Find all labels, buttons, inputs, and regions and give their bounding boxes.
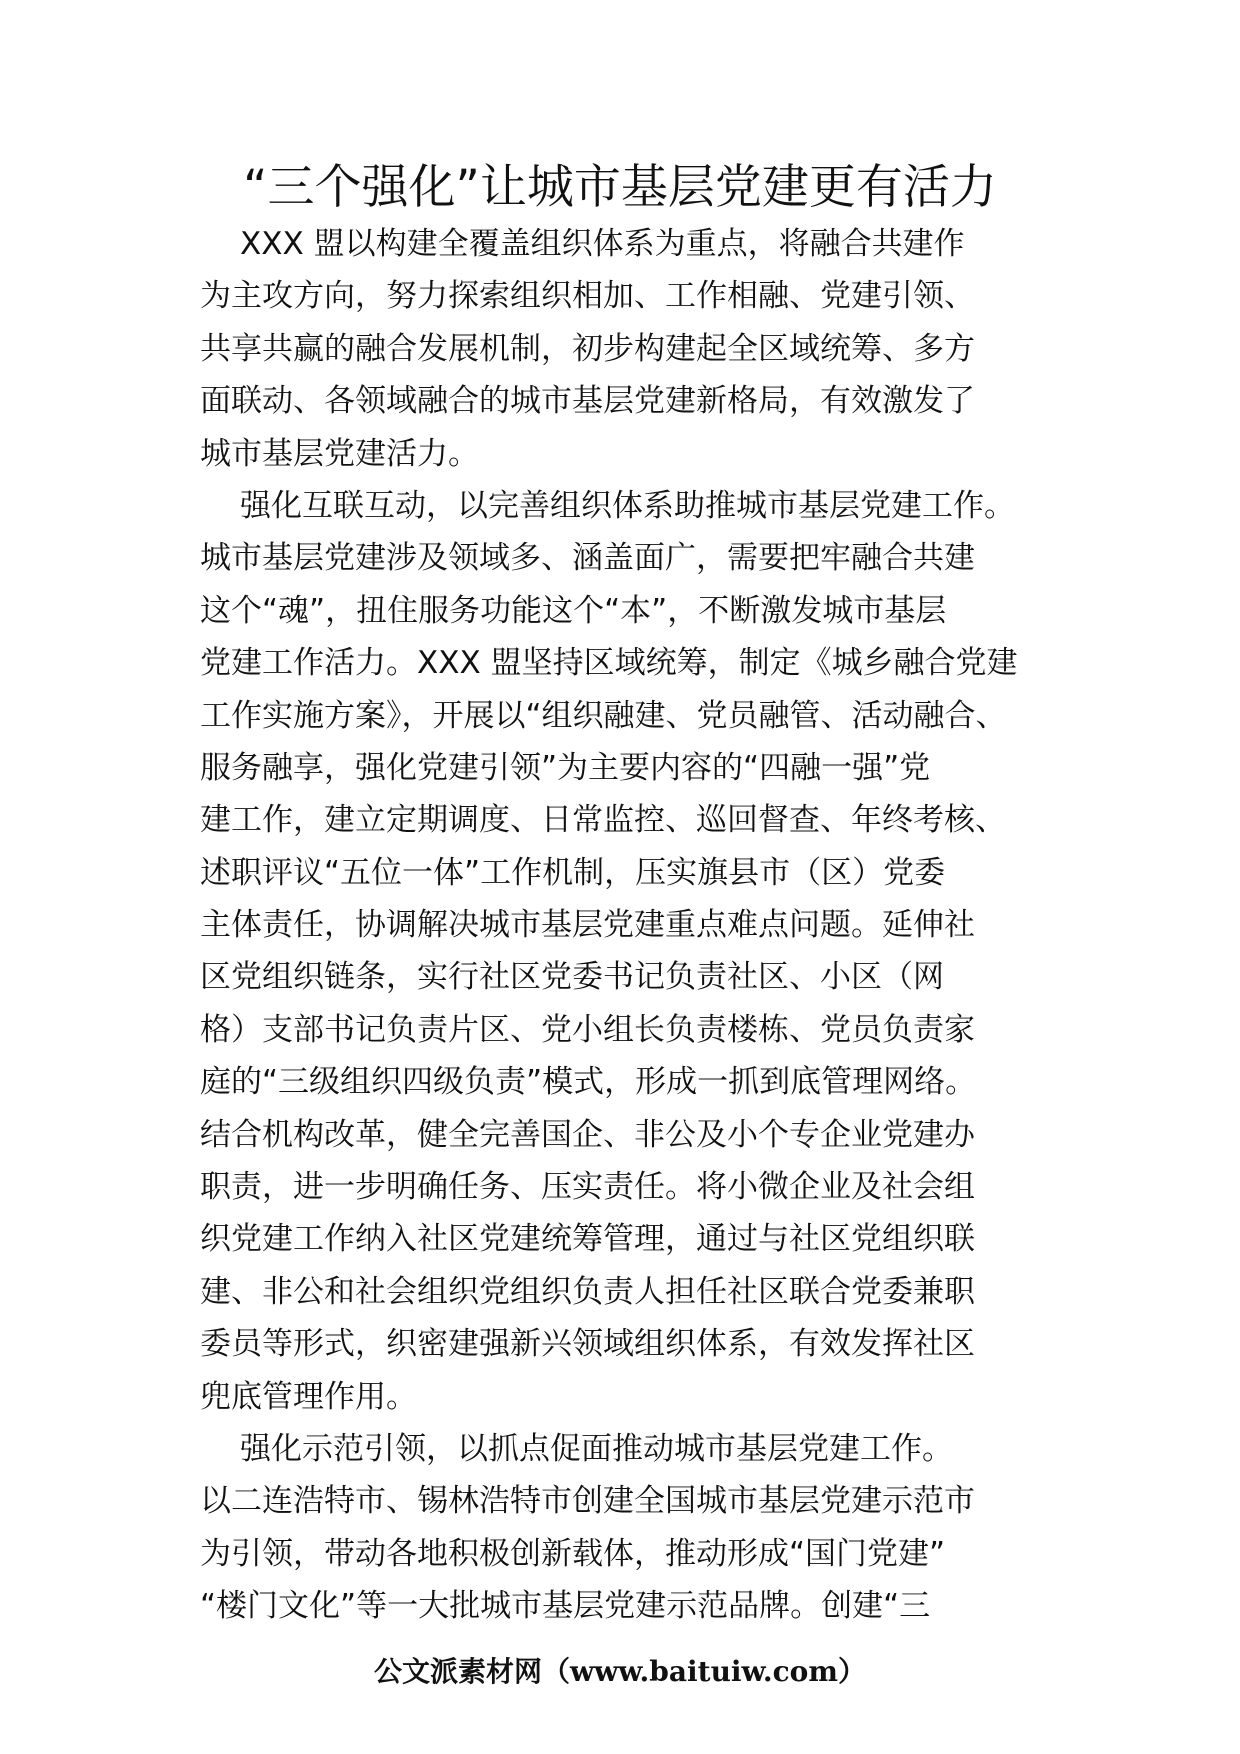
paragraph-2-line-13: 结合机构改革，健全完善国企、非公及小个专企业党建办 [200,1116,975,1153]
document-title: “三个强化”让城市基层党建更有活力 [243,160,997,215]
paragraph-2-line-12: 庭的“三级组织四级负责”模式，形成一抓到底管理网络。 [200,1064,977,1101]
paragraph-2-line-5: 工作实施方案》，开展以“组织融建、党员融管、活动融合、 [200,697,1007,734]
paragraph-2-line-16: 建、非公和社会组织党组织负责人担任社区联合党委兼职 [200,1273,975,1310]
paragraph-2-line-10: 区党组织链条，实行社区党委书记负责社区、小区（网 [200,959,944,996]
paragraph-2-line-11: 格）支部书记负责片区、党小组长负责楼栋、党员负责家 [200,1011,975,1048]
paragraph-2-line-3: 这个“魂”，扭住服务功能这个“本”，不断激发城市基层 [200,592,947,629]
paragraph-1-line-2: 为主攻方向，努力探索组织相加、工作相融、党建引领、 [200,278,975,315]
paragraph-2-line-1: 强化互联互动，以完善组织体系助推城市基层党建工作。 [240,487,1015,524]
paragraph-3-line-4: “楼门文化”等一大批城市基层党建示范品牌。创建“三 [200,1588,931,1625]
paragraph-2-line-17: 委员等形式，织密建强新兴领域组织体系，有效发挥社区 [200,1326,975,1363]
paragraph-3-line-3: 为引领，带动各地积极创新载体，推动形成“国门党建” [200,1535,946,1572]
paragraph-2-line-15: 织党建工作纳入社区党建统筹管理，通过与社区党组织联 [200,1221,975,1258]
paragraph-1-line-4: 面联动、各领域融合的城市基层党建新格局，有效激发了 [200,383,975,420]
paragraph-2-line-6: 服务融享，强化党建引领”为主要内容的“四融一强”党 [200,749,931,786]
paragraph-2-line-9: 主体责任，协调解决城市基层党建重点难点问题。延伸社 [200,907,975,944]
paragraph-2-line-4: 党建工作活力。XXX 盟坚持区域统筹，制定《城乡融合党建 [200,645,1018,682]
paragraph-2-line-8: 述职评议“五位一体”工作机制，压实旗县市（区）党委 [200,854,946,891]
paragraph-1-line-3: 共享共赢的融合发展机制，初步构建起全区域统筹、多方 [200,330,975,367]
paragraph-3-line-2: 以二连浩特市、锡林浩特市创建全国城市基层党建示范市 [200,1483,975,1520]
paragraph-3-line-1: 强化示范引领，以抓点促面推动城市基层党建工作。 [240,1430,953,1467]
document-body [200,218,1060,1633]
paragraph-2-line-7: 建工作，建立定期调度、日常监控、巡回督查、年终考核、 [200,802,1006,839]
paragraph-2-line-14: 职责，进一步明确任务、压实责任。将小微企业及社会组 [200,1169,975,1206]
paragraph-2-line-2: 城市基层党建涉及领域多、涵盖面广，需要把牢融合共建 [200,540,975,577]
paragraph-1-line-1: XXX 盟以构建全覆盖组织体系为重点，将融合共建作 [240,226,965,262]
paragraph-1-line-5: 城市基层党建活力。 [200,435,479,472]
footer-watermark: 公文派素材网（www.baituiw.com） [374,1655,866,1688]
paragraph-2-line-18: 兜底管理作用。 [200,1378,417,1415]
